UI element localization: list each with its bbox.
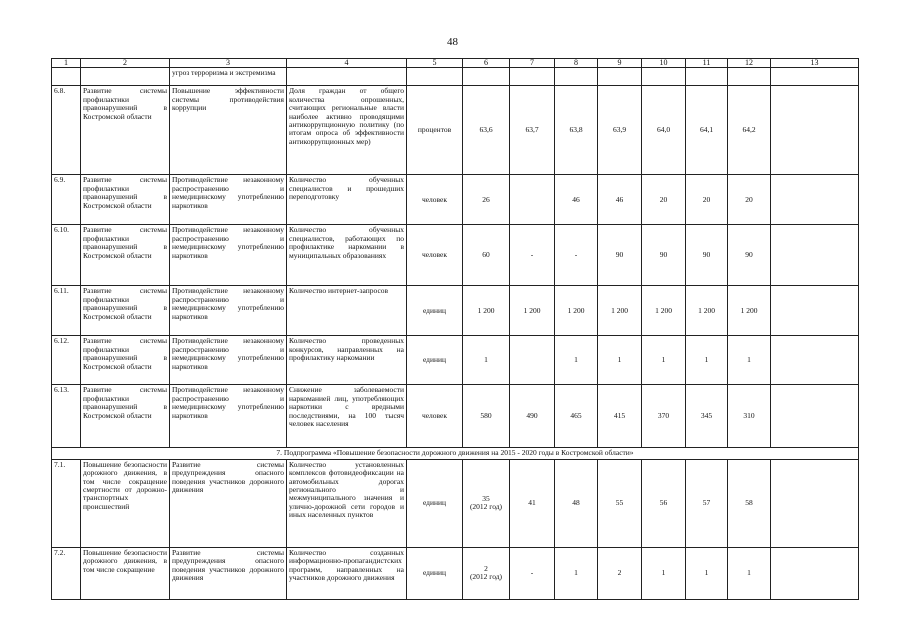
value-cell: 57 (686, 459, 728, 547)
program-name: Развитие системы профилактики правонарушений в Костромской области (81, 86, 170, 175)
unit-cell: человек (407, 175, 463, 225)
value-cell: 580 (463, 385, 510, 448)
table-row (52, 225, 859, 286)
value-cell: - (555, 225, 598, 286)
value-cell: 415 (598, 385, 642, 448)
task-cell: угроз терроризма и экстремизма (170, 68, 287, 86)
unit-cell: человек (407, 385, 463, 448)
value-cell: 1 (728, 336, 771, 385)
value-cell: 1 (686, 336, 728, 385)
value-cell: 60 (463, 225, 510, 286)
indicator-cell: Количество обученных специалистов, работающих по профилактике наркомании в муниципальных образованиях (287, 225, 407, 286)
value-cell: 1 200 (686, 286, 728, 336)
value-cell: 1 200 (510, 286, 555, 336)
section-row (52, 448, 859, 459)
indicator-cell: Количество обученных специалистов и прошедших переподготовку (287, 175, 407, 225)
value-cell: 490 (510, 385, 555, 448)
value-cell: 48 (555, 459, 598, 547)
value-cell: 90 (642, 225, 686, 286)
unit-cell: единиц (407, 547, 463, 599)
continuation-row (52, 68, 859, 86)
unit-cell: человек (407, 225, 463, 286)
value-cell: 63,9 (598, 86, 642, 175)
value-cell: 64,2 (728, 86, 771, 175)
value-cell: 2 (598, 547, 642, 599)
indicator-cell: Количество установленных комплексов фотовидеофиксации на автомобильных дорогах регионального и межмуниципального значения и улично-дорожной сети городов и иных населенных пунктов (287, 459, 407, 547)
row-number: 6.11. (52, 286, 81, 336)
task-cell: Развитие системы предупреждения опасного поведения участников дорожного движения (170, 459, 287, 547)
table-row (52, 336, 859, 385)
notes-cell (771, 286, 859, 336)
value-cell: 1 (642, 336, 686, 385)
unit-cell: единиц (407, 459, 463, 547)
value-year-note: (2012 год) (469, 502, 503, 512)
page-number: 48 (447, 36, 458, 48)
indicator-cell: Доля граждан от общего количества опрошенных, считающих региональные власти наиболее активно проводящими антикоррупционную политику (по итогам опроса об эффективности антикоррупционных мер) (287, 86, 407, 175)
value-cell: - (510, 225, 555, 286)
value-main: 35 (482, 493, 490, 503)
header-cell: 10 (642, 59, 686, 68)
value-cell: 1 (642, 547, 686, 599)
value-cell: 46 (598, 175, 642, 225)
task-cell: Развитие системы предупреждения опасного поведения участников дорожного движения (170, 547, 287, 599)
program-name: Развитие системы профилактики правонарушений в Костромской области (81, 225, 170, 286)
indicator-cell: Снижение заболеваемости наркоманией лиц, употребляющих наркотики с вредными последствиями, на 100 тысяч человек населения (287, 385, 407, 448)
header-cell: 13 (771, 59, 859, 68)
program-name: Повышение безопасности дорожного движения, в том числе сокращение (81, 547, 170, 599)
value-cell: 55 (598, 459, 642, 547)
value-cell: 90 (598, 225, 642, 286)
value-cell: 20 (728, 175, 771, 225)
task-cell: Противодействие незаконному распространению и немедицинскому употреблению наркотиков (170, 175, 287, 225)
value-cell: 63,7 (510, 86, 555, 175)
row-number: 6.13. (52, 385, 81, 448)
value-cell: 1 200 (642, 286, 686, 336)
table-row (52, 286, 859, 336)
value-year-note: (2012 год) (469, 572, 503, 582)
table-row (52, 86, 859, 175)
header-cell: 5 (407, 59, 463, 68)
program-name: Повышение безопасности дорожного движения, в том числе сокращение смертности от дорожно-транспортных происшествий (81, 459, 170, 547)
task-cell: Противодействие незаконному распространению и немедицинскому употреблению наркотиков (170, 225, 287, 286)
header-cell: 4 (287, 59, 407, 68)
value-cell: 26 (463, 175, 510, 225)
header-cell: 2 (81, 59, 170, 68)
task-cell: Противодействие незаконному распространению и немедицинскому употреблению наркотиков (170, 385, 287, 448)
header-cell: 6 (463, 59, 510, 68)
section-title: 7. Подпрограмма «Повышение безопасности дорожного движения на 2015 - 2020 годы в Костромской области» (52, 448, 859, 459)
value-cell: 345 (686, 385, 728, 448)
task-cell: Повышение эффективности системы противодействия коррупции (170, 86, 287, 175)
value-cell: 1 200 (463, 286, 510, 336)
indicator-cell: Количество проведенных конкурсов, направленных на профилактику наркомании (287, 336, 407, 385)
value-cell: 20 (686, 175, 728, 225)
table-row (52, 547, 859, 599)
value-cell (510, 175, 555, 225)
value-cell: 1 (555, 336, 598, 385)
task-cell: Противодействие незаконному распространению и немедицинскому употреблению наркотиков (170, 286, 287, 336)
value-cell: 465 (555, 385, 598, 448)
header-cell: 9 (598, 59, 642, 68)
program-name: Развитие системы профилактики правонарушений в Костромской области (81, 286, 170, 336)
value-cell: 64,1 (686, 86, 728, 175)
value-cell: 58 (728, 459, 771, 547)
value-cell: 63,8 (555, 86, 598, 175)
indicator-cell: Количество созданных информационно-пропагандистских программ, направленных на участников дорожного движения (287, 547, 407, 599)
value-cell: 90 (686, 225, 728, 286)
value-cell: 64,0 (642, 86, 686, 175)
notes-cell (771, 225, 859, 286)
row-number: 7.1. (52, 459, 81, 547)
value-cell: 56 (642, 459, 686, 547)
indicator-cell: Количество интернет-запросов (287, 286, 407, 336)
value-main: 2 (484, 563, 488, 573)
value-cell: 1 (463, 336, 510, 385)
task-cell: Противодействие незаконному распространению и немедицинскому употреблению наркотиков (170, 336, 287, 385)
value-cell: 46 (555, 175, 598, 225)
value-cell: 1 (686, 547, 728, 599)
header-cell: 1 (52, 59, 81, 68)
header-cell: 11 (686, 59, 728, 68)
row-number: 6.8. (52, 86, 81, 175)
program-name: Развитие системы профилактики правонарушений в Костромской области (81, 175, 170, 225)
value-cell: 1 200 (728, 286, 771, 336)
table-row (52, 385, 859, 448)
value-cell: 1 200 (598, 286, 642, 336)
header-cell: 12 (728, 59, 771, 68)
notes-cell (771, 459, 859, 547)
value-cell: - (510, 547, 555, 599)
table-row (52, 459, 859, 547)
indicators-table (51, 58, 859, 600)
value-cell: 20 (642, 175, 686, 225)
value-cell: 41 (510, 459, 555, 547)
header-row (52, 59, 859, 68)
value-cell: 63,6 (463, 86, 510, 175)
notes-cell (771, 86, 859, 175)
notes-cell (771, 385, 859, 448)
value-cell: 1 (728, 547, 771, 599)
table-row (52, 175, 859, 225)
value-cell (463, 459, 510, 547)
value-cell: 1 (555, 547, 598, 599)
value-cell: 90 (728, 225, 771, 286)
unit-cell: единиц (407, 336, 463, 385)
value-cell: 370 (642, 385, 686, 448)
value-cell: 1 (598, 336, 642, 385)
notes-cell (771, 336, 859, 385)
unit-cell: процентов (407, 86, 463, 175)
value-cell (510, 336, 555, 385)
value-cell: 310 (728, 385, 771, 448)
value-cell (463, 547, 510, 599)
header-cell: 8 (555, 59, 598, 68)
row-number: 6.10. (52, 225, 81, 286)
unit-cell: единиц (407, 286, 463, 336)
row-number: 6.12. (52, 336, 81, 385)
header-cell: 7 (510, 59, 555, 68)
row-number: 7.2. (52, 547, 81, 599)
program-name: Развитие системы профилактики правонарушений в Костромской области (81, 336, 170, 385)
value-cell: 1 200 (555, 286, 598, 336)
notes-cell (771, 175, 859, 225)
notes-cell (771, 547, 859, 599)
row-number: 6.9. (52, 175, 81, 225)
program-name: Развитие системы профилактики правонарушений в Костромской области (81, 385, 170, 448)
header-cell: 3 (170, 59, 287, 68)
